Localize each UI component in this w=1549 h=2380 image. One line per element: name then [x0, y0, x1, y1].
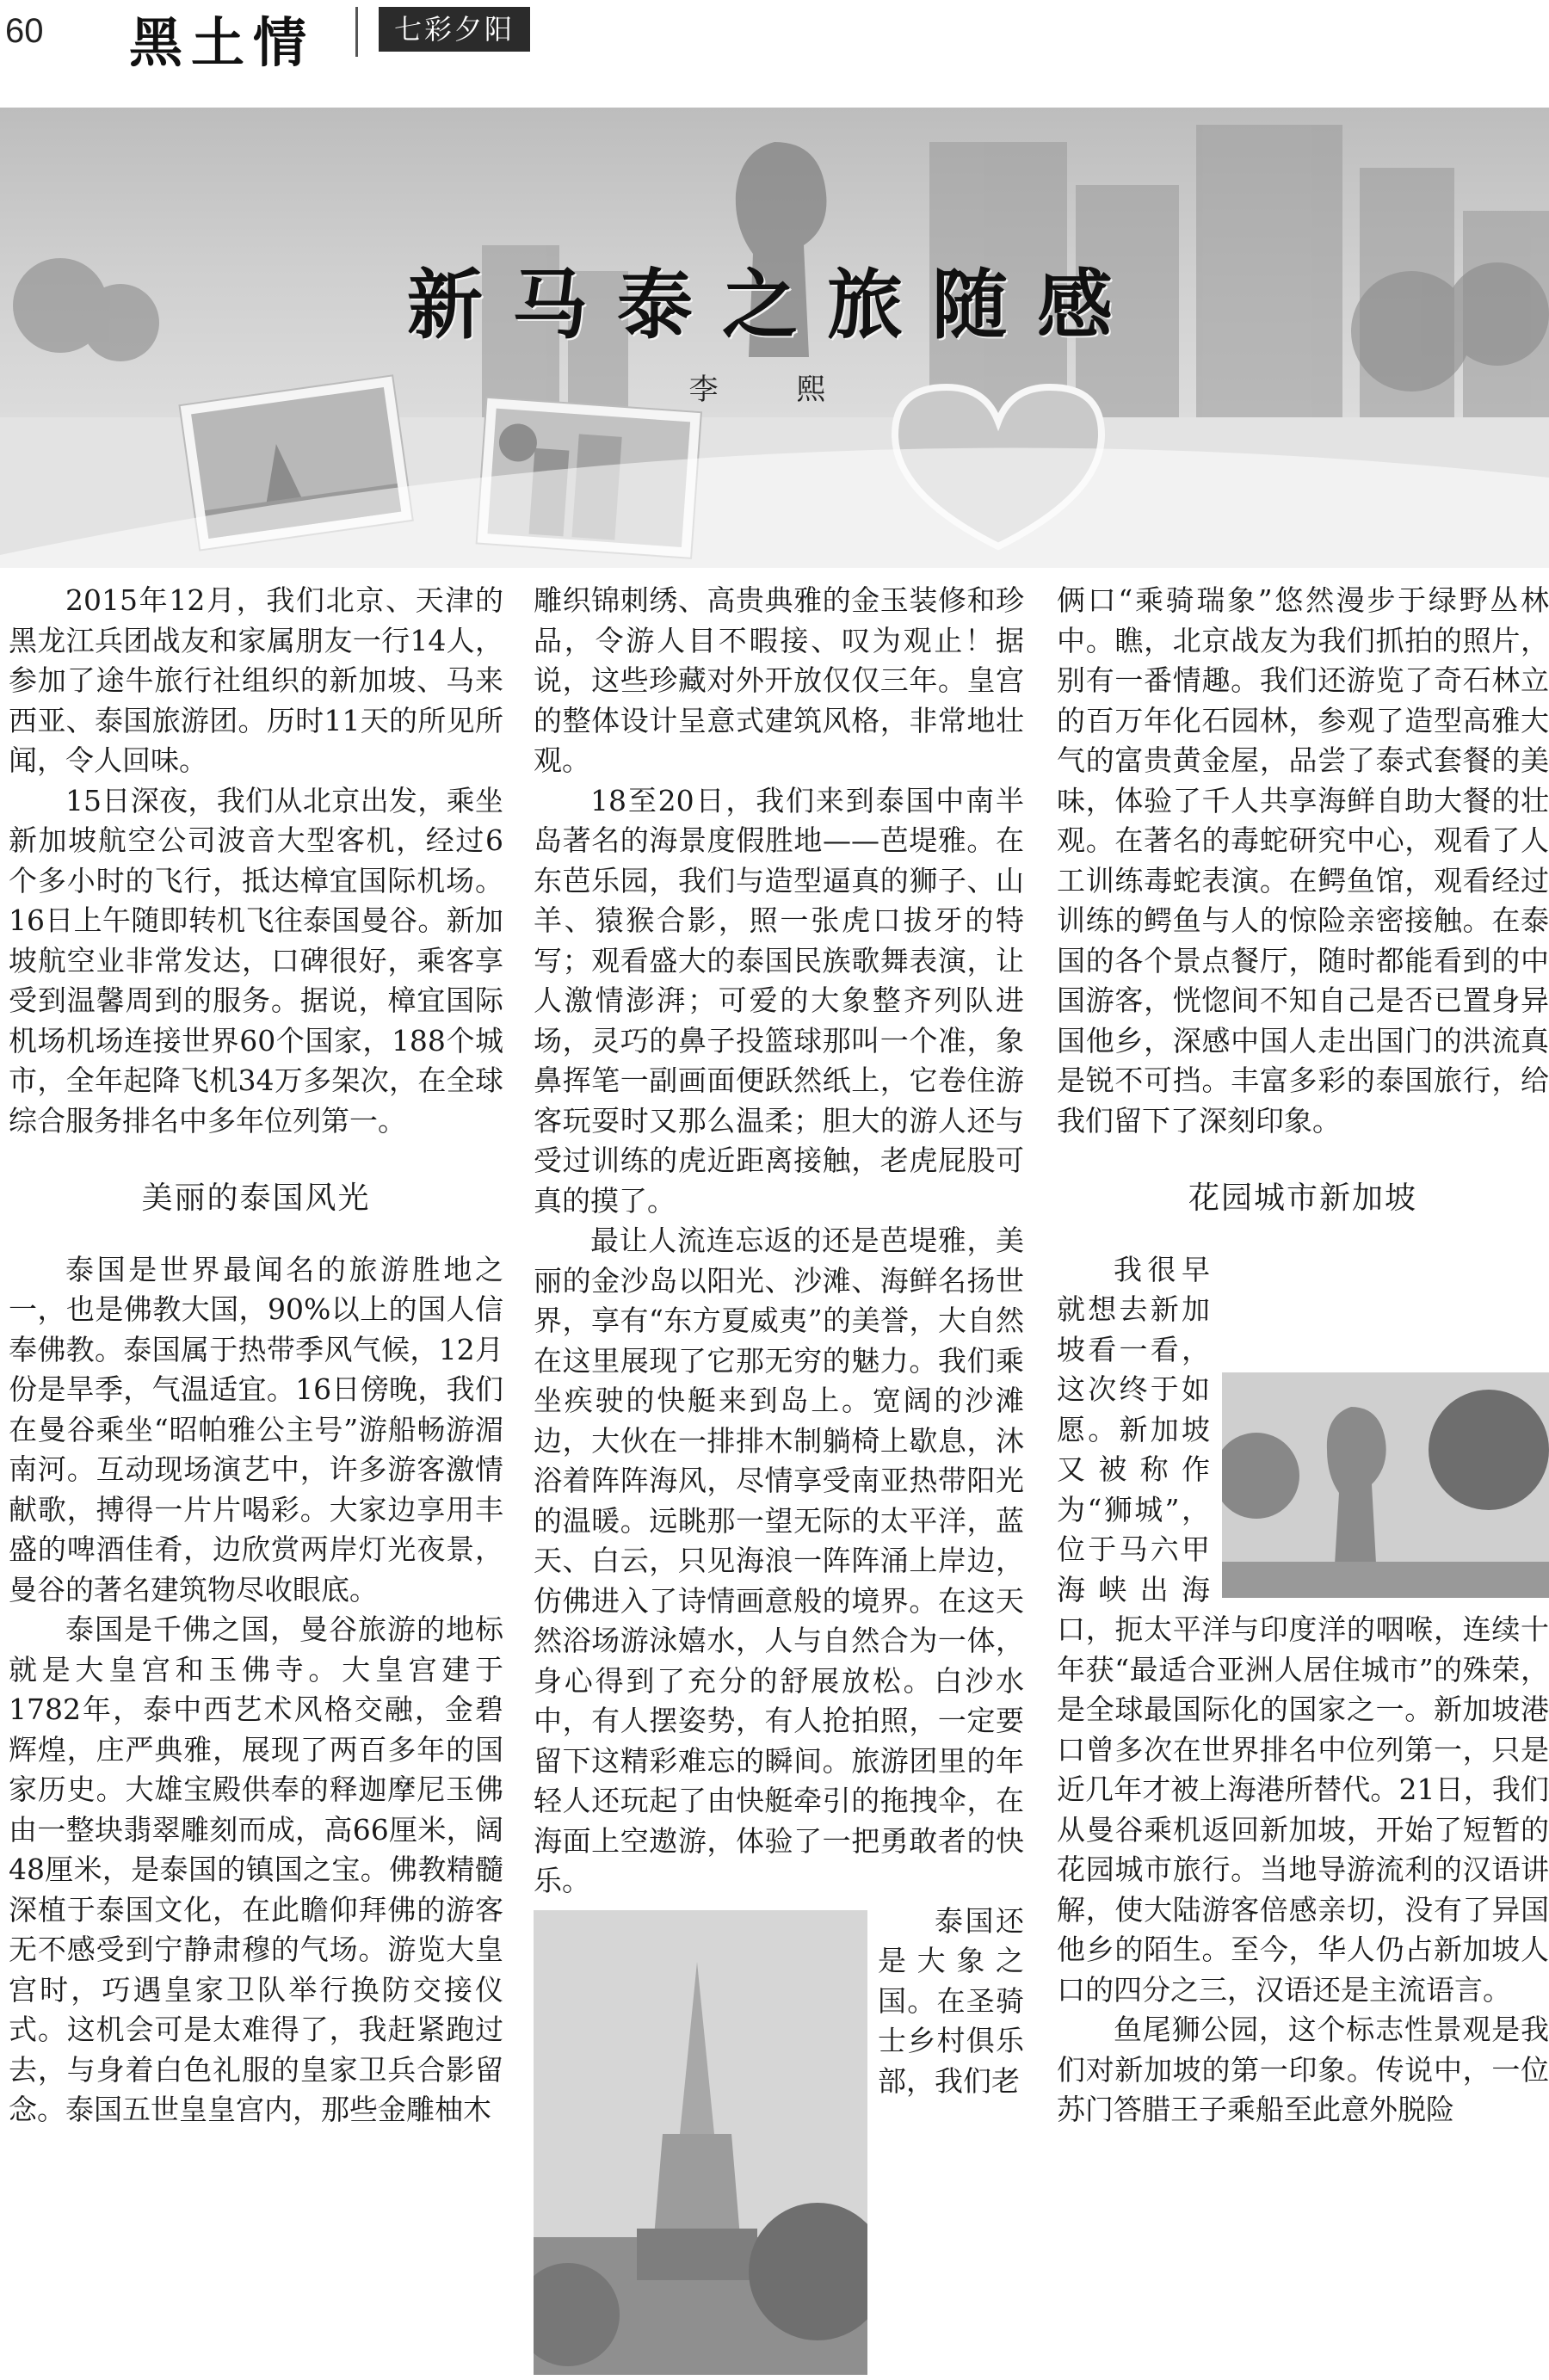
subheading-singapore: 花园城市新加坡	[1188, 1181, 1417, 1216]
title-banner	[0, 108, 1549, 568]
paragraph: 18至20日，我们来到泰国中南半岛著名的海景度假胜地——芭堤雅。在东芭乐园，我们与造型逼真的狮子、山羊、猿猴合影，照一张虎口拔牙的特写；观看盛大的泰国民族歌舞表演，让人激情澎湃；可爱的大象整齐列队进场，灵巧的鼻子投篮球那叫一个准，象鼻挥笔一副画面便跃然纸上，它卷住游客玩耍时又那么温柔；胆大的游人还与受过训练的虎近距离接触，老虎屁股可真的摸了。	[534, 783, 1024, 1218]
paragraph: 我很早就想去新加坡看一看，这次终于如愿。新加坡又被称作为“狮城”，位于马六甲海峡出海口，扼太平洋与印度洋的咽喉，连续十年获“最适合亚洲人居住城市”的殊荣，是全球最国际化的国家之一。新加坡港口曾多次在世界排名中位列第一，只是近几年才被上海港所替代。21日，我们从曼谷乘机返回新加坡，开始了短暂的花园城市旅行。当地导游流利的汉语讲解，使大陆游客倍感亲切，没有了异国他乡的陌生。至今，华人仍占新加坡人口的四分之三，汉语还是主流语言。	[1057, 1252, 1549, 2007]
article-author: 李 熙	[688, 373, 861, 407]
paragraph: 雕织锦刺绣、高贵典雅的金玉装修和珍品，令游人目不暇接、叹为观止！据说，这些珍藏对外开放仅仅三年。皇宫的整体设计呈意式建筑风格，非常地壮观。	[534, 583, 1024, 777]
temple-photo	[534, 1910, 867, 2375]
merlion-photo	[1222, 1372, 1549, 1598]
paragraph: 泰国是世界最闻名的旅游胜地之一，也是佛教大国，90%以上的国人信奉佛教。泰国属于热带季风气候，12月份是旱季，气温适宜。16日傍晚，我们在曼谷乘坐“昭帕雅公主号”游船畅游湄南河。互动现场演艺中，许多游客激情献歌，搏得一片片喝彩。大家边享用丰盛的啤酒佳肴，边欣赏两岸灯光夜景，曼谷的著名建筑物尽收眼底。	[9, 1252, 503, 1606]
paragraph: 最让人流连忘返的还是芭堤雅，美丽的金沙岛以阳光、沙滩、海鲜名扬世界，享有“东方夏威夷”的美誉，大自然在这里展现了它那无穷的魅力。我们乘坐疾驶的快艇来到岛上。宽阔的沙滩边，大伙在一排排木制躺椅上歇息，沐浴着阵阵海风，尽情享受南亚热带阳光的温暖。远眺那一望无际的太平洋，蓝天、白云，只见海浪一阵阵涌上岸边，仿佛进入了诗情画意般的境界。在这天然浴场游泳嬉水，人与自然合为一体，身心得到了充分的舒展放松。白沙水中，有人摆姿势，有人抢拍照，一定要留下这精彩难忘的瞬间。旅游团里的年轻人还玩起了由快艇牵引的拖拽伞，在海面上空遨游，体验了一把勇敢者的快乐。	[534, 1224, 1024, 1897]
page-header	[0, 0, 1549, 77]
section-tag: 七彩夕阳	[379, 7, 530, 52]
paragraph: 俩口“乘骑瑞象”悠然漫步于绿野丛林中。瞧，北京战友为我们抓拍的照片，别有一番情趣。我们还游览了奇石林立的百万年化石园林，参观了造型高雅大气的富贵黄金屋，品尝了泰式套餐的美味，体验了千人共享海鲜自助大餐的壮观。在著名的毒蛇研究中心，观看了人工训练毒蛇表演。在鳄鱼馆，观看经过训练的鳄鱼与人的惊险亲密接触。在泰国的各个景点餐厅，随时都能看到的中国游客，恍惚间不知自己是否已置身异国他乡，深感中国人走出国门的洪流真是锐不可挡。丰富多彩的泰国旅行，给我们留下了深刻印象。	[1057, 583, 1549, 1138]
merlion-image	[1222, 1372, 1549, 1598]
paragraph: 泰国还是大象之国。在圣骑士乡村俱乐部，我们老	[878, 1903, 1024, 2098]
magazine-title: 黑土情	[129, 11, 316, 74]
paragraph: 2015年12月，我们北京、天津的黑龙江兵团战友和家属朋友一行14人，参加了途牛旅行社组织的新加坡、马来西亚、泰国旅游团。历时11天的所见所闻，令人回味。	[9, 583, 503, 777]
text-column-3	[1057, 581, 1549, 2130]
text-column-2	[534, 581, 1024, 2380]
text-column-1	[9, 581, 503, 2130]
paragraph: 泰国是千佛之国，曼谷旅游的地标就是大皇宫和玉佛寺。大皇宫建于1782年，泰中西艺术风格交融，金碧辉煌，庄严典雅，展现了两百多年的国家历史。大雄宝殿供奉的释迦摩尼玉佛由一整块翡翠雕刻而成，高66厘米，阔48厘米，是泰国的镇国之宝。佛教精髓深植于泰国文化，在此瞻仰拜佛的游客无不感受到宁静肃穆的气场。游览大皇宫时，巧遇皇家卫队举行换防交接仪式。这机会可是太难得了，我赶紧跑过去，与身着白色礼服的皇家卫兵合影留念。泰国五世皇皇宫内，那些金雕柚木	[9, 1612, 503, 2126]
header-divider	[355, 7, 358, 57]
page-number: 60	[5, 12, 44, 50]
article-title: 新马泰之旅随感	[406, 260, 1142, 349]
temple-image	[534, 1910, 867, 2375]
paragraph: 15日深夜，我们从北京出发，乘坐新加坡航空公司波音大型客机，经过6个多小时的飞行，抵达樟宜国际机场。16日上午随即转机飞往泰国曼谷。新加坡航空业非常发达，口碑很好，乘客享受到温馨周到的服务。据说，樟宜国际机场机场连接世界60个国家，188个城市，全年起降飞机34万多架次，在全球综合服务排名中多年位列第一。	[9, 783, 503, 1138]
paragraph: 鱼尾狮公园，这个标志性景观是我们对新加坡的第一印象。传说中，一位苏门答腊王子乘船至此意外脱险	[1057, 2013, 1549, 2126]
subheading-thailand: 美丽的泰国风光	[141, 1181, 371, 1216]
